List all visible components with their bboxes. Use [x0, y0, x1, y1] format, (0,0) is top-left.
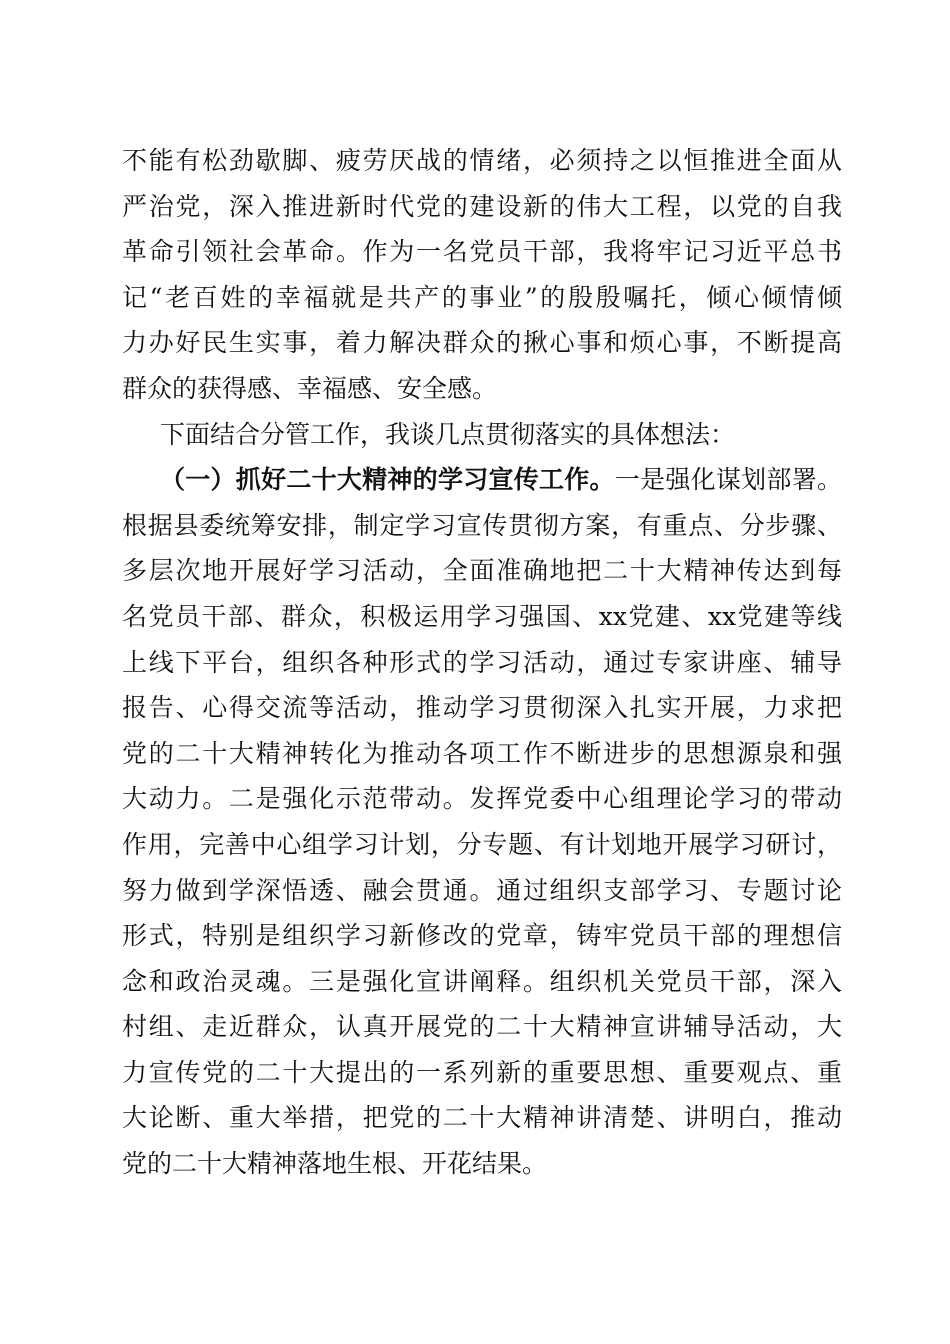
paragraph-2 — [122, 412, 842, 458]
text-line: 形式，特别是组织学习新修改的党章，铸牢党员干部的理想信 — [122, 921, 842, 951]
section-heading: （一）抓好二十大精神的学习宣传工作。 — [160, 465, 615, 495]
text-line: 大论断、重大举措，把党的二十大精神讲清楚、讲明白，推动 — [122, 1103, 842, 1133]
text-line: 村组、走近群众，认真开展党的二十大精神宣讲辅导活动，大 — [122, 1012, 842, 1042]
text-line: 群众的获得感、幸福感、安全感。 — [122, 373, 498, 403]
paragraph-1 — [122, 138, 842, 412]
text-line: 多层次地开展好学习活动，全面准确地把二十大精神传达到每 — [122, 556, 842, 586]
text-line: 努力做到学深悟透、融会贯通。通过组织支部学习、专题讨论 — [122, 875, 842, 905]
text-line: 党的二十大精神落地生根、开花结果。 — [122, 1149, 548, 1179]
document-body — [122, 138, 842, 1187]
text-line: 党的二十大精神转化为推动各项工作不断进步的思想源泉和强 — [122, 738, 842, 768]
text-line: 上线下平台，组织各种形式的学习活动，通过专家讲座、辅导 — [122, 647, 842, 677]
text-line: 不能有松劲歇脚、疲劳厌战的情绪，必须持之以恒推进全面从 — [122, 146, 842, 175]
paragraph-3 — [122, 457, 842, 1187]
text-line: 根据县委统筹安排，制定学习宣传贯彻方案，有重点、分步骤、 — [122, 510, 842, 540]
text-line: 力宣传党的二十大提出的一系列新的重要思想、重要观点、重 — [122, 1057, 842, 1087]
heading-line-rest: 一是强化谋划部署。 — [614, 465, 842, 495]
text-line: 革命引领社会革命。作为一名党员干部，我将牢记习近平总书 — [122, 237, 842, 267]
text-line: 记“老百姓的幸福就是共产的事业”的殷殷嘱托，倾心倾情倾 — [122, 282, 842, 312]
text-line: 大动力。二是强化示范带动。发挥党委中心组理论学习的带动 — [122, 784, 842, 814]
text-line: 念和政治灵魂。三是强化宣讲阐释。组织机关党员干部，深入 — [122, 966, 842, 996]
text-line: 名党员干部、群众，积极运用学习强国、xx党建、xx党建等线 — [122, 601, 842, 631]
text-line — [122, 457, 842, 503]
text-line: 力办好民生实事，着力解决群众的揪心事和烦心事，不断提高 — [122, 328, 842, 358]
text-line: 作用，完善中心组学习计划，分专题、有计划地开展学习研讨， — [122, 829, 842, 859]
text-line: 下面结合分管工作，我谈几点贯彻落实的具体想法： — [160, 419, 736, 449]
text-line: 报告、心得交流等活动，推动学习贯彻深入扎实开展，力求把 — [122, 693, 842, 723]
text-line: 严治党，深入推进新时代党的建设新的伟大工程，以党的自我 — [122, 191, 842, 221]
